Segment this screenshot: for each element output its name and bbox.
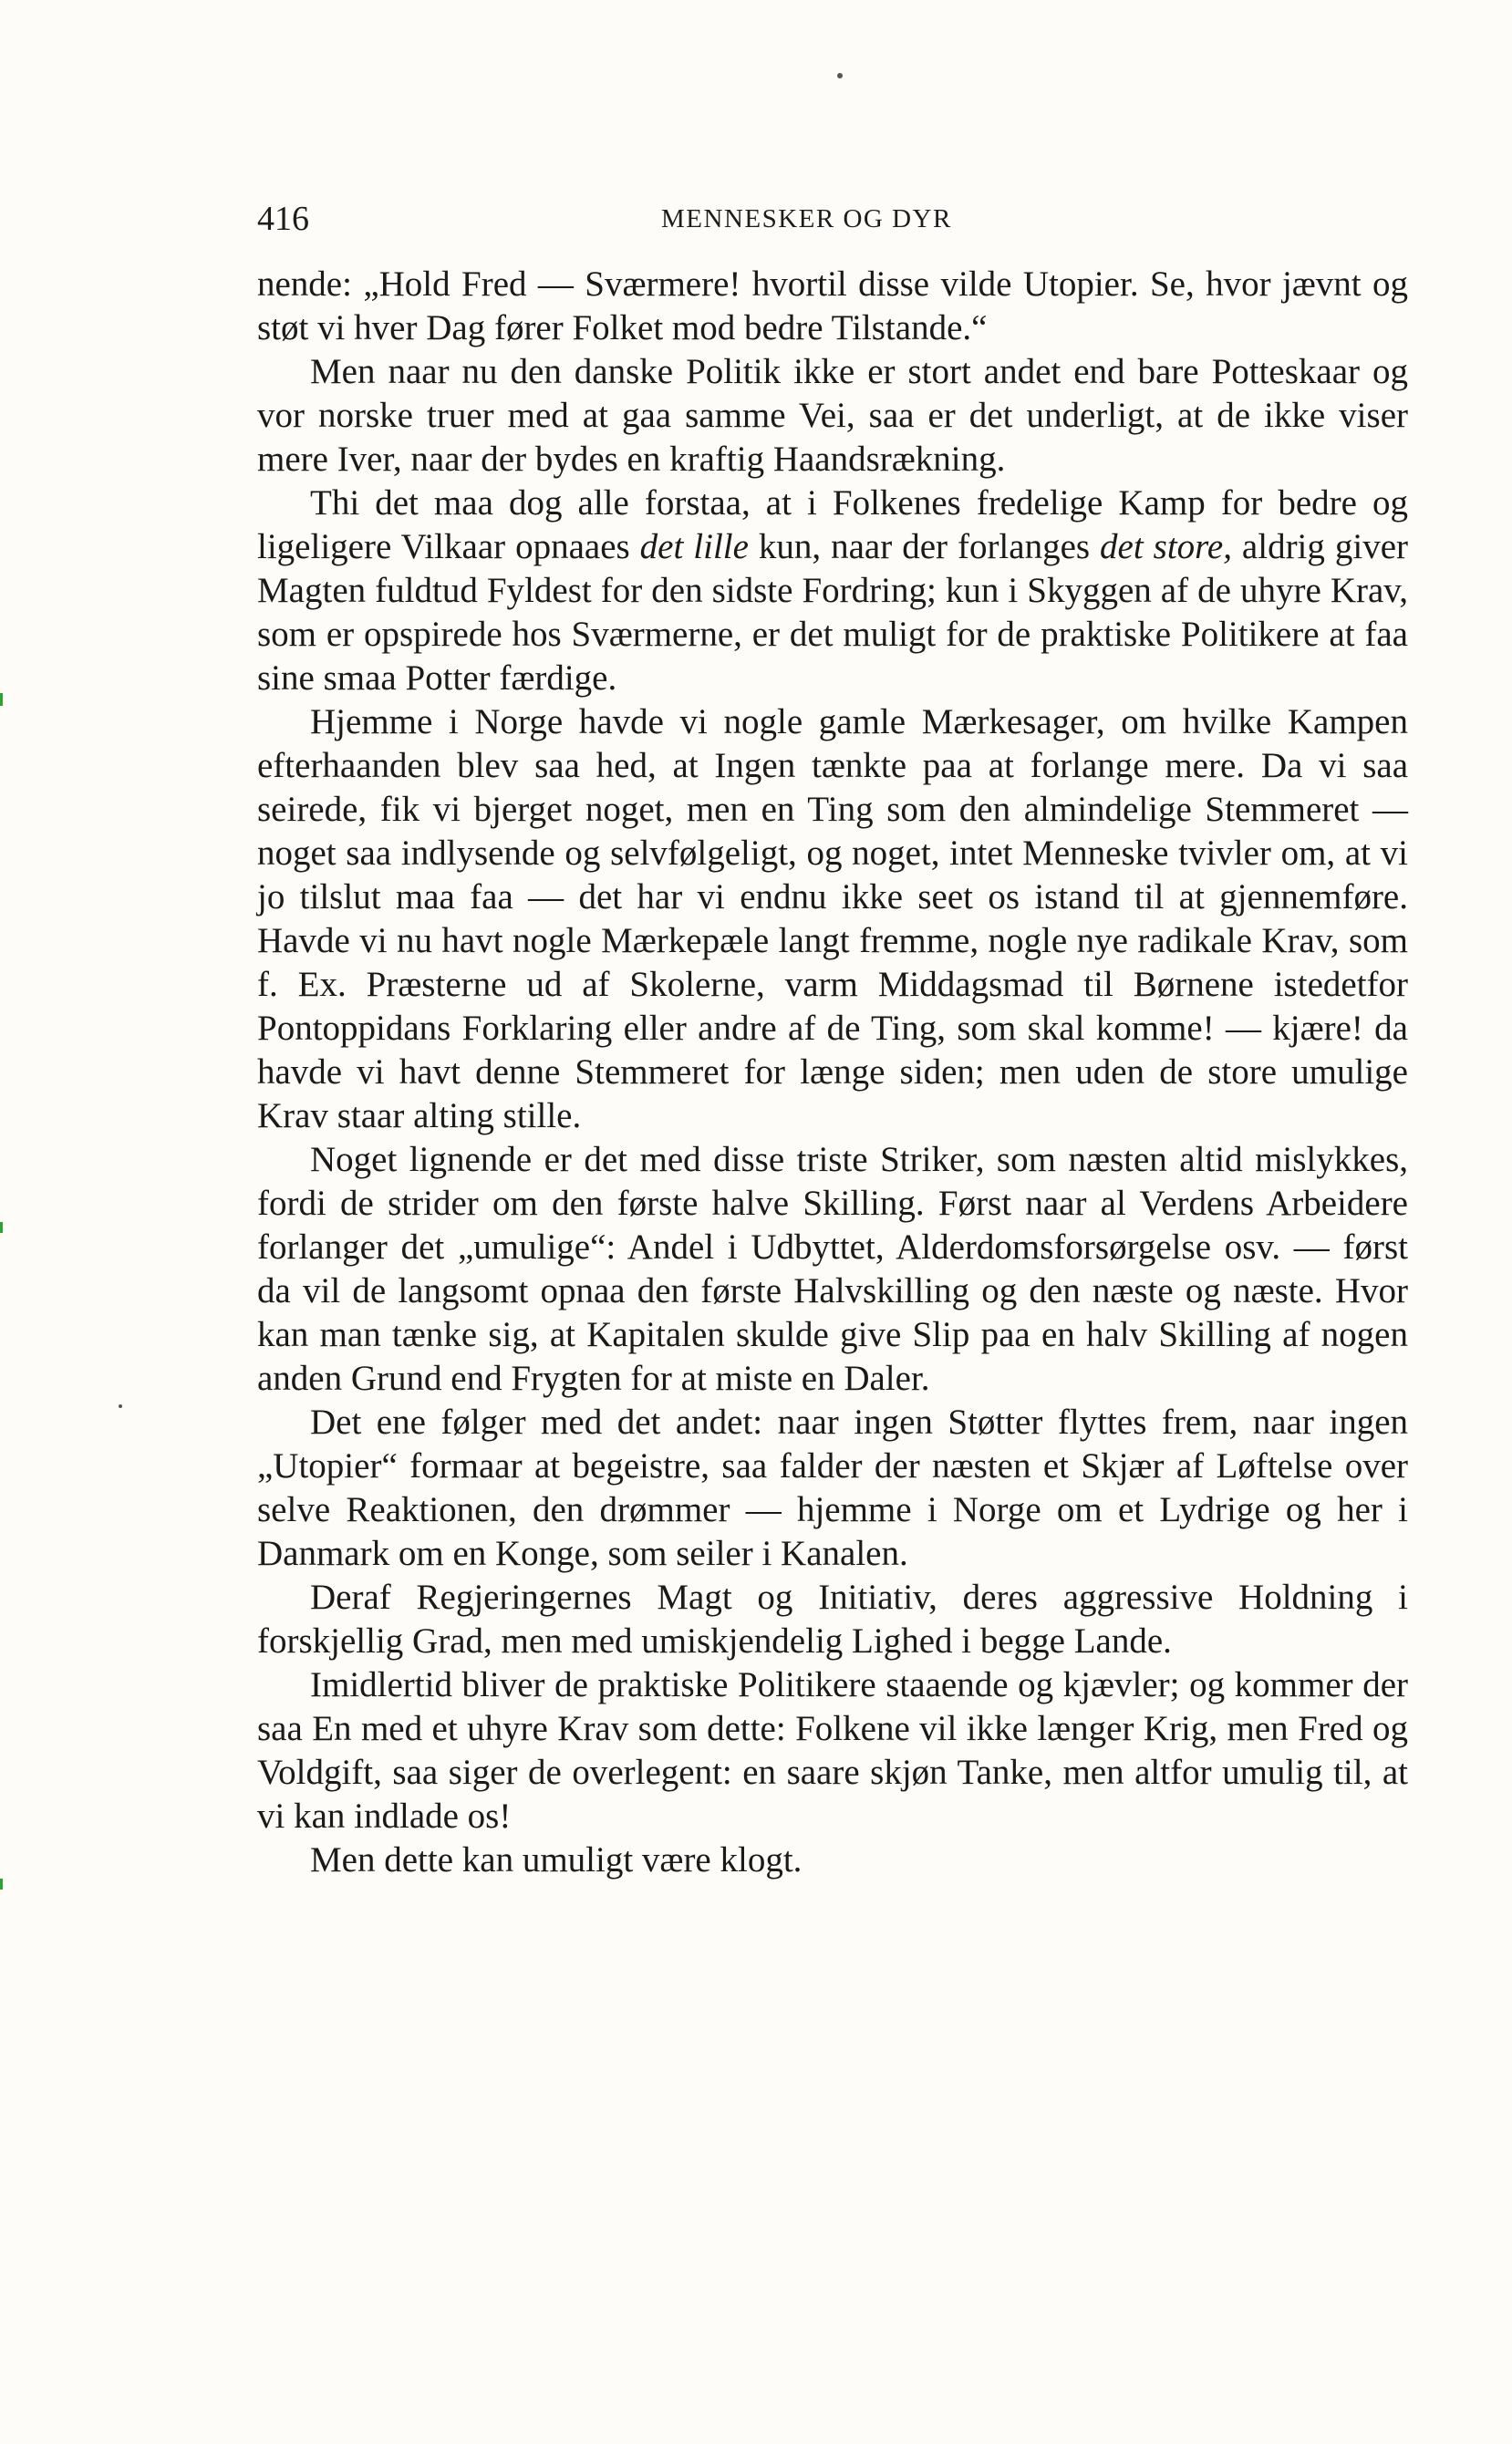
paragraph [257, 1401, 1408, 1576]
ink-speck [837, 73, 843, 78]
paragraph [257, 1576, 1408, 1663]
body-text [257, 263, 1408, 1882]
paragraph [257, 1663, 1408, 1838]
paragraph-text: nende: „Hold Fred — Sværmere! hvortil disse vilde Utopier. Se, hvor jævnt og støt vi hver Dag fører Folket mod bedre Tilstande.“ [257, 264, 1408, 347]
paragraph-text: Imidlertid bliver de praktiske Politikere staaende og kjævler; og kommer der saa En med et uhyre Krav som dette: Folkene vil ikke længer Krig, men Fred og Voldgift, saa siger de overlegent: en saare skjøn Tanke, men altfor umulig til, at vi kan indlade os! [257, 1665, 1408, 1836]
paragraph-text: Hjemme i Norge havde vi nogle gamle Mærkesager, om hvilke Kampen efterhaanden blev saa hed, at Ingen tænkte paa at forlange mere. Da vi saa seirede, fik vi bjerget noget, men en Ting som den almindelige Stemmeret — noget saa indlysende og selvfølgeligt, og noget, intet Menneske tvivler om, at vi jo tilslut maa faa — det har vi endnu ikke seet os istand til at gjennemføre. Havde vi nu havt nogle Mærkepæle langt fremme, nogle nye radikale Krav, som f. Ex. Præsterne ud af Skolerne, varm Middagsmad til Børnene istedetfor Pontoppidans Forklaring eller andre af de Ting, som skal komme! — kjære! da havde vi havt denne Stemmeret for længe siden; men uden de store umulige Krav staar alting stille. [257, 702, 1408, 1135]
paragraph [257, 482, 1408, 700]
paragraph-text: aldrig giver Magten fuldtud Fyldest for den sidste Fordring; kun i Skyggen af de uhyre Krav, som er opspirede hos Sværmerne, er det muligt for de praktiske Politikere at faa sine smaa Potter færdige. [257, 527, 1408, 698]
paragraph-text: Det ene følger med det andet: naar ingen Støtter flyttes frem, naar ingen „Utopier“ formaar at begeistre, saa falder der næsten et Skjær af Løftelse over selve Reaktionen, den drømmer — hjemme i Norge om et Lydrige og her i Danmark om en Konge, som seiler i Kanalen. [257, 1403, 1408, 1573]
page-number: 416 [257, 200, 309, 238]
page-header [257, 199, 1406, 250]
paragraph [257, 1838, 1408, 1882]
paragraph [257, 1138, 1408, 1401]
running-head: MENNESKER OG DYR [661, 204, 952, 233]
ink-speck [119, 1404, 122, 1408]
paragraph-text: Thi det maa dog alle forstaa, at i Folkenes fredelige Kamp for bedre og ligeligere Vilkaar opnaaes [257, 483, 1408, 566]
paragraph-text: Men dette kan umuligt være klogt. [310, 1840, 803, 1880]
scan-edge-mark [0, 693, 3, 706]
paragraph [257, 700, 1408, 1138]
paragraph-text: Noget lignende er det med disse triste Striker, som næsten altid mislykkes, fordi de strider om den første halve Skilling. Først naar al Verdens Arbeidere forlanger det „umulige“: Andel i Udbyttet, Alderdomsforsørgelse osv. — først da vil de langsomt opnaa den første Halvskilling og den næste og næste. Hvor kan man tænke sig, at Kapitalen skulde give Slip paa en halv Skilling af nogen anden Grund end Frygten for at miste en Daler. [257, 1140, 1408, 1398]
italic-phrase: det store, [1100, 527, 1232, 566]
scan-edge-mark [0, 1879, 3, 1890]
italic-phrase: det lille [639, 527, 749, 566]
paragraph [257, 263, 1408, 350]
paragraph-text: Deraf Regjeringernes Magt og Initiativ, deres aggressive Holdning i forskjellig Grad, men med umiskjendelig Lighed i begge Lande. [257, 1578, 1408, 1661]
scan-edge-mark [0, 1222, 3, 1233]
paragraph [257, 350, 1408, 482]
paragraph-text: kun, naar der forlanges [748, 527, 1101, 566]
paragraph-text: Men naar nu den danske Politik ikke er stort andet end bare Potteskaar og vor norske truer med at gaa samme Vei, saa er det underligt, at de ikke viser mere Iver, naar der bydes en kraftig Haandsrækning. [257, 352, 1408, 479]
